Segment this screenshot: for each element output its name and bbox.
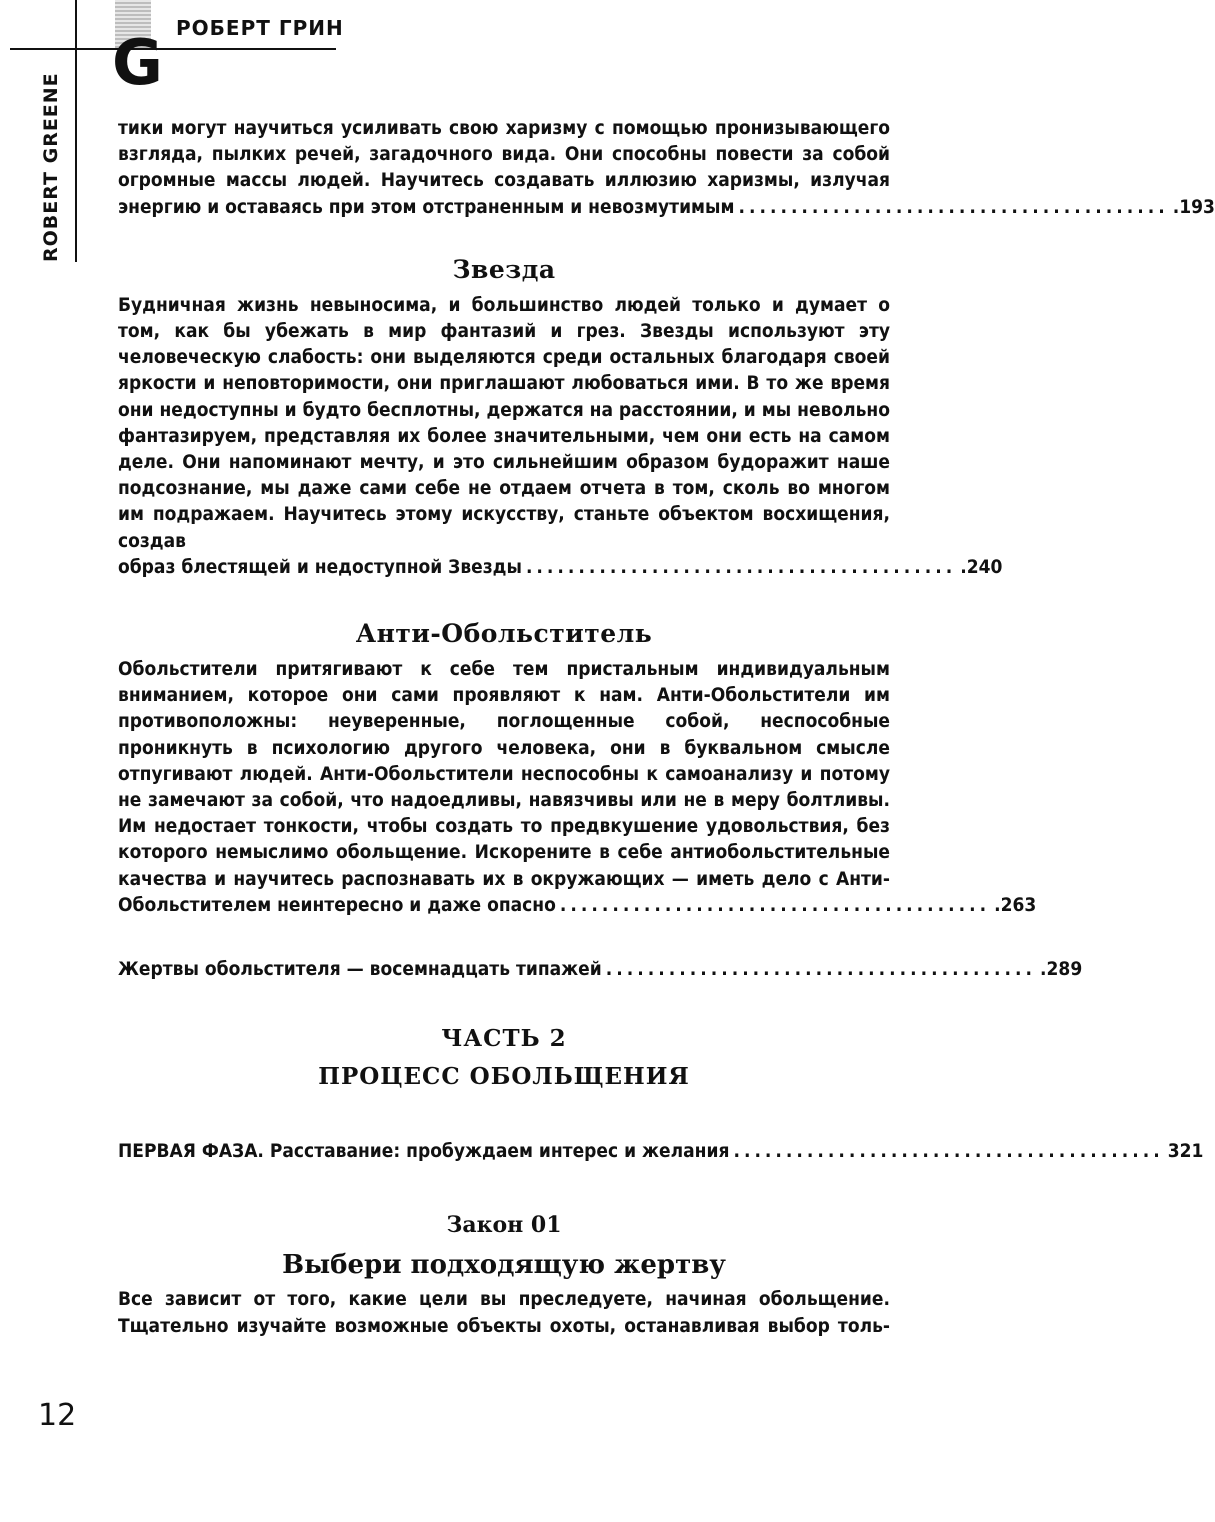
page-number: 12 — [38, 1398, 77, 1433]
toc-entry-text: Обольстителем неинтересно и даже опасно — [118, 893, 556, 916]
toc-page-number: .263 — [994, 893, 1037, 916]
toc-page-number: .193 — [1172, 195, 1215, 218]
star-text: Будничная жизнь невыносима, и большинство людей только и думает о том, как бы убежать в мир фантазий и грез. Звезды используют эту человеческую слабость: они выделяются среди остальных благодаря своей яркости и неповторимости, они приглашают любоваться ими. В то же время они недоступны и будто бесплотны, держатся на расстоянии, и мы невольно фантазируем, представляя их более значительными, чем они есть на самом деле. Они напоминают мечту, и это сильнейшим образом будоражит наше подсознание, мы даже сами себе не отдаем отчета в том, сколь во многом им подражаем. Научитесь этому искусству, станьте объектом восхищения, создав — [118, 293, 890, 552]
toc-content — [118, 115, 1215, 1339]
chapter-title-star: Звезда — [452, 254, 556, 284]
toc-page-number: .289 — [1040, 958, 1083, 981]
running-head: РОБЕРТ ГРИН — [176, 16, 344, 40]
toc-page-number: 321 — [1167, 1140, 1204, 1163]
toc-leader-dots: ......................................... — [738, 195, 1169, 218]
toc-entry-charisma[interactable] — [118, 194, 1215, 220]
toc-entry-victims[interactable] — [118, 956, 1083, 982]
g-logo-icon: G — [112, 26, 163, 99]
toc-leader-dots: ......................................... — [733, 1140, 1164, 1163]
law-text: Все зависит от того, какие цели вы преследуете, начиная обольщение. Тщательно изучайте возможные объекты охоты, останавливая выбор толь- — [118, 1288, 890, 1337]
part-label: ЧАСТЬ 2 — [441, 1025, 567, 1053]
toc-entry-text: образ блестящей и недоступной Звезды — [118, 555, 522, 578]
toc-entry-star[interactable] — [118, 554, 1003, 580]
toc-entry-anti-seducer[interactable] — [118, 892, 1037, 918]
toc-leader-dots: ......................................... — [525, 555, 957, 578]
charisma-text: тики могут научиться усиливать свою харизму с помощью пронизывающего взгляда, пылких речей, загадочного вида. Они способны повести за собой огромные массы людей. Научитесь создавать иллюзию харизмы, излучая — [118, 117, 890, 192]
chapter-title-anti-seducer: Анти-Обольститель — [355, 619, 653, 649]
law-number: Закон 01 — [446, 1212, 562, 1239]
spine-author: ROBERT GREENE — [40, 72, 62, 262]
toc-page-number: .240 — [960, 555, 1003, 578]
toc-entry-text: Жертвы обольстителя — восемнадцать типажей — [118, 958, 602, 981]
anti-seducer-text: Обольстители притягивают к себе тем пристальным индивидуальным вниманием, которое они сами проявляют к нам. Анти-Обольстители им противоположны: неуверенные, поглощенные собой, неспособные проникнуть в психологию другого человека, они в буквальном смысле отпугивают людей. Анти-Обольстители неспособны к самоанализу и потому не замечают за собой, что надоедливы, навязчивы или не в меру болтливы. Им недостает тонкости, чтобы создать то предвкушение удовольствия, без которого немыслимо обольщение. Искорените в себе антиобольстительные качества и научитесь распознавать их в окружающих — иметь дело с Анти- — [118, 658, 890, 890]
margin-rule-vertical — [75, 0, 77, 262]
toc-entry-phase-one[interactable] — [118, 1138, 1204, 1164]
toc-entry-text: энергию и оставаясь при этом отстраненным и невозмутимым — [118, 195, 735, 218]
header-rule — [10, 48, 336, 50]
toc-leader-dots: ......................................... — [559, 893, 991, 916]
toc-entry-text: ПЕРВАЯ ФАЗА. Расставание: пробуждаем интерес и желания — [118, 1140, 730, 1163]
law-title: Выбери подходящую жертву — [282, 1250, 726, 1281]
part-title: ПРОЦЕСС ОБОЛЬЩЕНИЯ — [318, 1063, 690, 1091]
toc-leader-dots: ......................................... — [605, 958, 1037, 981]
